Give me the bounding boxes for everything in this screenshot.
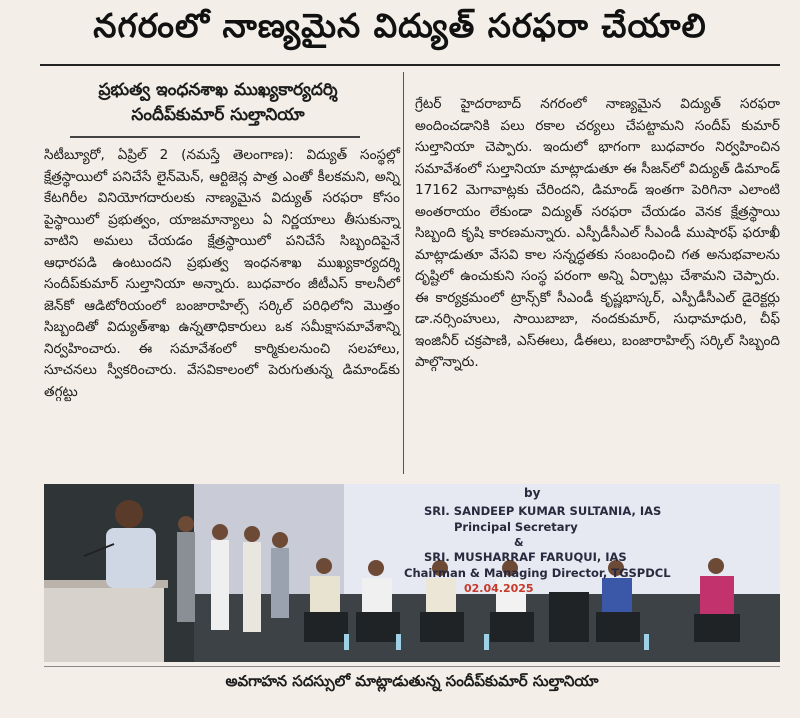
banner-ampersand: &	[514, 536, 524, 549]
headline-rule	[40, 64, 780, 66]
banner-by: by	[524, 486, 541, 500]
banner-name-2: SRI. MUSHARRAF FARUQUI, IAS	[424, 550, 627, 564]
photo-caption: అవగాహన సదస్సులో మాట్లాడుతున్న సందీప్‌కుమార్ సుల్తానియా	[225, 672, 599, 690]
headline: నగరంలో నాణ్యమైన విద్యుత్ సరఫరా చేయాలి	[93, 6, 707, 45]
subheadline-rule	[70, 136, 360, 138]
caption-rule	[44, 666, 780, 667]
banner-title-2: Chairman & Managing Director, TGSPDCL	[404, 566, 671, 580]
subheadline: ప్రభుత్వ ఇంధనశాఖ ముఖ్యకార్యదర్శి సందీప్‌కుమార్ సుల్తానియా	[98, 80, 338, 125]
column-divider	[403, 72, 404, 474]
article-body-right-column: గ్రేటర్ హైదరాబాద్ నగరంలో నాణ్యమైన విద్యుత్ సరఫరా అందించడానికి పలు రకాల చర్యలు చేపట్టామని సందీప్ కుమార్ సుల్తానియా చెప్పారు. ఇందులో భాగంగా బుధవారం నిర్వహించిన సమావేశంలో సుల్తానియా మాట్లాడుతూ ఈ సీజన్‌లో విద్యుత్ డిమాండ్ 17162 మెగావాట్లకు చేరిందని, డిమాండ్ ఇంతగా పెరిగినా ఎలాంటి అంతరాయం లేకుండా విద్యుత్ సరఫరా చేయడం వెనక క్షేత్రస్థాయి సిబ్బంది కృషి కారణమన్నారు. ఎస్పీడీసీఎల్ సీఎండీ ముషారఫ్ ఫరూఖీ మాట్లాడుతూ వేసవి కాల సన్నద్ధతకు సంబంధించి గత అనుభవాలను దృష్టిలో ఉంచుకుని సంస్థ పరంగా అన్ని ఏర్పాట్లు చేశామని చెప్పారు. ఈ కార్యక్రమంలో ట్రాన్స్‌కో సీఎండీ కృష్ణభాస్కర్, ఎస్పీడీసీఎల్ డైరెక్టర్లు డా.నర్సింహులు, సాయిబాబా, నందకుమార్, సుధామాధురి, చీఫ్ ఇంజినీర్ చక్రపాణి, ఎస్‌ఈలు, డీఈలు, బంజారాహిల్స్ సర్కిల్ సిబ్బంది పాల్గొన్నారు.	[415, 96, 780, 370]
banner-name-1: SRI. SANDEEP KUMAR SULTANIA, IAS	[424, 504, 662, 518]
article-body-left-column: సిటీబ్యూరో, ఏప్రిల్ 2 (నమస్తే తెలంగాణ): విద్యుత్ సంస్థల్లో క్షేత్రస్థాయిలో పనిచేసే లైన్‌మెన్, ఆర్టిజెన్ల పాత్ర ఎంతో కీలకమని, అన్ని కేటగిరీల వినియోగదారులకు నాణ్యమైన విద్యుత్ సరఫరా కోసం పైస్థాయిలో ప్రభుత్వం, యాజమాన్యాలు ఏ నిర్ణయాలు తీసుకున్నా వాటిని అమలు చేయడం క్షేత్రస్థాయిలో పనిచేసే సిబ్బందిపైనే ఆధారపడి ఉంటుందని ప్రభుత్వ ఇంధనశాఖ ముఖ్యకార్యదర్శి సందీప్‌కుమార్ సుల్తానియా అన్నారు. బుధవారం జీటీఎస్ కాలనీలో జెన్‌కో ఆడిటోరియంలో బంజారాహిల్స్ సర్కిల్ పరిధిలోని మొత్తం సిబ్బందితో విద్యుత్‌శాఖ ఉన్నతాధికారులు ఒక సమీక్షాసమావేశాన్ని నిర్వహించారు. ఈ సమావేశంలో కార్మికులనుంచి సలహాలు, సూచనలు స్వీకరించారు. వేసవికాలంలో పెరుగుతున్న డిమాండ్‌కు తగ్గట్టు	[44, 147, 400, 400]
event-photo	[44, 484, 780, 662]
banner-title-1: Principal Secretary	[454, 520, 578, 534]
banner-date: 02.04.2025	[464, 582, 534, 595]
